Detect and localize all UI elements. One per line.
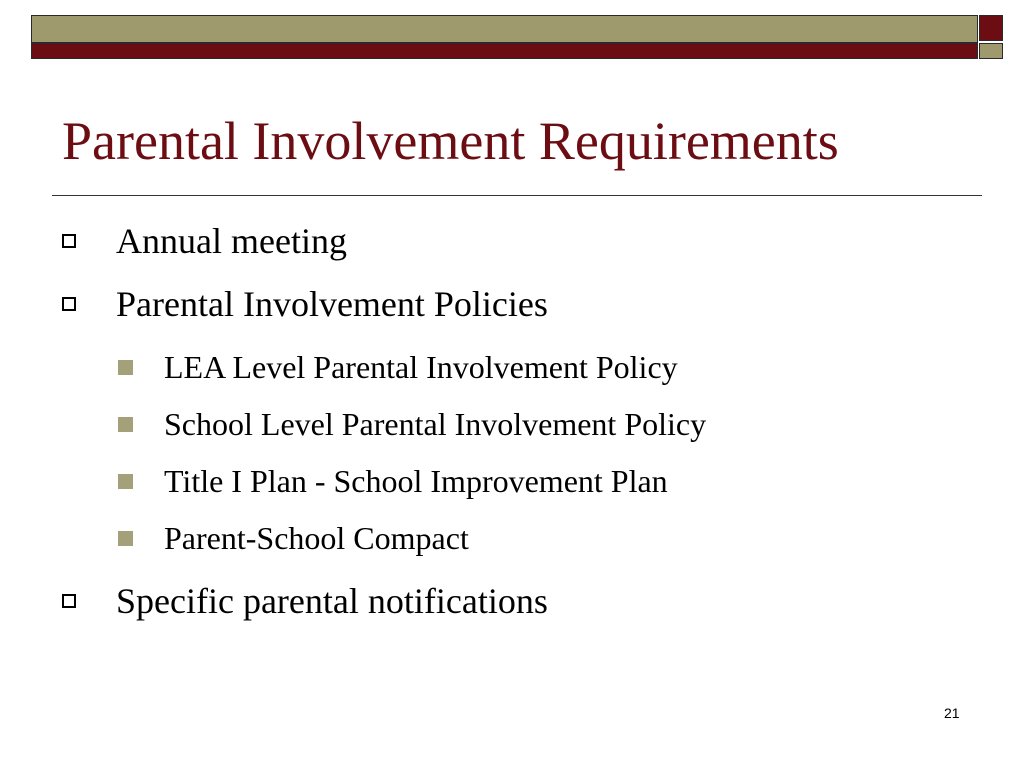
sub-bullet-text: School Level Parental Involvement Policy <box>164 406 707 442</box>
hollow-square-bullet-icon <box>62 234 76 248</box>
filled-square-bullet-icon <box>118 474 133 489</box>
bullet-text: Annual meeting <box>116 221 347 261</box>
bullet-text: Parental Involvement Policies <box>116 284 548 324</box>
hollow-square-bullet-icon <box>62 297 76 311</box>
sub-bullet-text: LEA Level Parental Involvement Policy <box>164 349 678 385</box>
hollow-square-bullet-icon <box>62 594 76 608</box>
filled-square-bullet-icon <box>118 531 133 546</box>
filled-square-bullet-icon <box>118 417 133 432</box>
filled-square-bullet-icon <box>118 360 133 375</box>
page-number: 21 <box>944 705 960 721</box>
bullet-text: Specific parental notifications <box>116 581 548 621</box>
sub-bullet-text: Title I Plan - School Improvement Plan <box>164 463 668 499</box>
slide-title: Parental Involvement Requirements <box>62 111 839 171</box>
sub-bullet-text: Parent-School Compact <box>164 520 469 556</box>
